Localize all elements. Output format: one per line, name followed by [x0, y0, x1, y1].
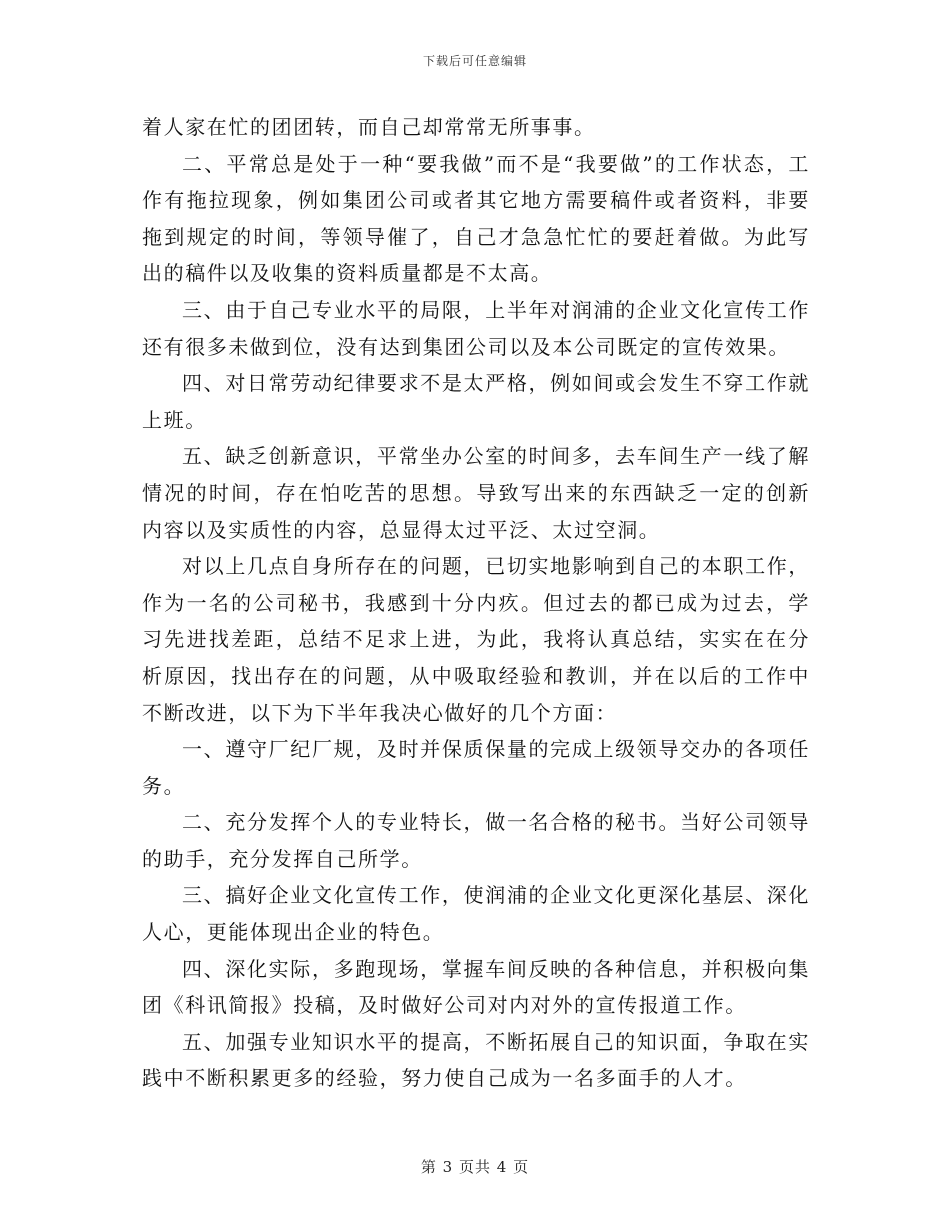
paragraph-problem-5: 五、缺乏创新意识，平常坐办公室的时间多，去车间生产一线了解情况的时间，存在怕吃苦的思想。导致写出来的东西缺乏一定的创新内容以及实质性的内容，总显得太过平泛、太过空洞。	[142, 444, 810, 542]
paragraph-problem-3: 三、由于自己专业水平的局限，上半年对润浦的企业文化宣传工作还有很多未做到位，没有达到集团公司以及本公司既定的宣传效果。	[142, 297, 810, 359]
page-header: 下载后可任意编辑	[422, 54, 527, 68]
paragraph-plan-5: 五、加强专业知识水平的提高，不断拓展自己的知识面，争取在实践中不断积累更多的经验，努力使自己成为一名多面手的人才。	[142, 1029, 810, 1091]
paragraph-reflection: 对以上几点自身所存在的问题，已切实地影响到自己的本职工作，作为一名的公司秘书，我感到十分内疚。但过去的都已成为过去，学习先进找差距，总结不足求上进，为此，我将认真总结，实实在在分析原因，找出存在的问题，从中吸取经验和教训，并在以后的工作中不断改进，以下为下半年我决心做好的几个方面：	[142, 554, 810, 725]
paragraph-plan-1: 一、遵守厂纪厂规，及时并保质保量的完成上级领导交办的各项任务。	[142, 737, 810, 798]
paragraph-plan-4: 四、深化实际，多跑现场，掌握车间反映的各种信息，并积极向集团《科讯简报》投稿，及时做好公司对内对外的宣传报道工作。	[142, 956, 810, 1018]
paragraph-plan-3: 三、搞好企业文化宣传工作，使润浦的企业文化更深化基层、深化人心，更能体现出企业的特色。	[142, 883, 810, 945]
paragraph-plan-2: 二、充分发挥个人的专业特长，做一名合格的秘书。当好公司领导的助手，充分发挥自己所学。	[142, 810, 810, 871]
document-body	[142, 109, 810, 1097]
paragraph-problem-4: 四、对日常劳动纪律要求不是太严格，例如间或会发生不穿工作就上班。	[142, 371, 810, 432]
paragraph-problem-2: 二、平常总是处于一种“要我做”而不是“我要做”的工作状态，工作有拖拉现象，例如集团公司或者其它地方需要稿件或者资料，非要拖到规定的时间，等领导催了，自己才急急忙忙的要赶着做。为此写出的稿件以及收集的资料质量都是不太高。	[142, 151, 810, 286]
page-number-footer: 第 3 页共 4 页	[420, 1158, 530, 1176]
paragraph-continuation: 着人家在忙的团团转，而自己却常常无所事事。	[142, 115, 596, 139]
